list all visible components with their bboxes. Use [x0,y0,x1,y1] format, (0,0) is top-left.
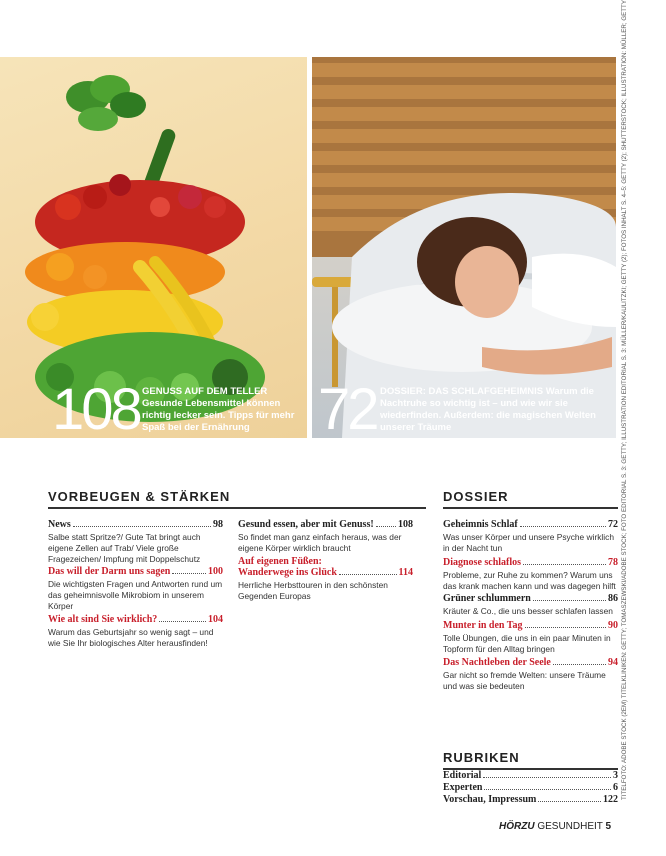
toc-entry-title: Wie alt sind Sie wirklich? [48,614,158,625]
toc-entry-description: Kräuter & Co., die uns besser schlafen lassen [443,606,613,616]
toc-entry-page: 72 [608,519,618,530]
toc-entry-title-line1: Auf eigenen Füßen: [238,556,322,567]
toc-entry-head [443,770,618,781]
toc-entry-head [443,657,618,668]
toc-entry-title: Das Nachtleben der Seele [443,657,551,668]
section-title-rubriken: RUBRIKEN [443,750,520,765]
toc-entry-page: 114 [398,567,413,578]
toc-entry-title: News [48,519,71,530]
toc-entry-head [238,567,413,578]
page-number: 5 [605,821,612,832]
leader-dots [533,600,606,601]
toc-entry-head [443,519,618,530]
toc-entry-page: 90 [608,620,618,631]
toc-entry-description: Herrliche Herbsttouren in den schönsten Gegenden Europas [238,580,388,601]
toc-entry-description: Salbe statt Spritze?/ Gute Tat bringt auch eigene Zellen auf Trab/ Viele große Fragezeichen/ Impfung mit Doppelschutz [48,532,201,564]
leader-dots [553,664,606,665]
toc-entry-title: Munter in den Tag [443,620,523,631]
toc-entry-title: Geheimnis Schlaf [443,519,518,530]
toc-entry[interactable] [443,770,618,781]
toc-entry-page: 100 [208,566,223,577]
feature-page-number: 72 [318,377,377,438]
toc-entry-description: Tolle Übungen, die uns in ein paar Minuten in Topform für den Alltag bringen [443,633,611,654]
toc-entry-title: Das will der Darm uns sagen [48,566,171,577]
sleep-photo [312,57,616,438]
toc-entry-title: Grüner schlummern [443,593,531,604]
toc-entry-page: 6 [613,782,618,793]
feature-caption-text: Warum die Nachtruhe so wichtig ist – und wie wir sie wiederfinden. Außerdem: die magischen Welten unserer Träume [380,386,596,433]
toc-entry-description: Warum das Geburtsjahr so wenig sagt – und wie Sie Ihr biologisches Alter herausfinden! [48,627,214,648]
leader-dots [339,574,397,575]
footer-label: GESUNDHEIT [537,821,603,832]
toc-entry-title: Wanderwege ins Glück [238,567,337,578]
toc-entry-page: 94 [608,657,618,668]
section-rule [443,507,618,509]
toc-entry-head [443,782,618,793]
toc-entry-head [443,593,618,604]
leader-dots [483,777,611,778]
photo-credit: TITELFOTO: ADOBE STOCK (2EM) TITELKLINIKEN: GETTY; TOMASZEWSKI/ADOBE STOCK; FOTO EDITORIAL S. 3: GETTY; ILLUSTRATION EDITORIAL S. 3: MÜLLER/KAULITZKI; GETTY (2); FOTOS INHALT S. 4–5: GETTY (2); SHUTTERSTOCK; ILLUSTRATION: MÜLLER; GETTY [621,0,628,800]
feature-caption-title: GENUSS AUF DEM TELLER [142,386,268,397]
leader-dots [538,801,601,802]
toc-entry-title: Editorial [443,770,482,781]
toc-entry[interactable] [48,614,223,649]
section-title-dossier: DOSSIER [443,489,509,504]
feature-caption [142,386,302,434]
toc-entry-page: 108 [398,519,413,530]
feature-caption [380,386,612,434]
leader-dots [520,526,606,527]
toc-entry[interactable] [443,620,618,655]
leader-dots [172,573,206,574]
toc-entry[interactable] [443,657,618,692]
leader-dots [376,526,396,527]
toc-entry-page: 122 [603,794,618,805]
food-photo [0,57,307,438]
leader-dots [159,621,206,622]
toc-entry[interactable] [238,519,413,554]
toc-entry[interactable] [443,519,618,554]
toc-entry[interactable] [443,782,618,793]
toc-entry-page: 86 [608,593,618,604]
vegetable-arrangement-image [0,57,307,438]
toc-entry-title: Experten [443,782,483,793]
toc-entry-description: Was unser Körper und unsere Psyche wirklich in der Nacht tun [443,532,614,553]
toc-entry-page: 98 [213,519,223,530]
toc-entry-head [443,620,618,631]
toc-entry-head [48,519,223,530]
brand-logo: HÖRZU [499,821,535,832]
section-rule [48,507,426,509]
feature-page-number: 108 [52,377,140,438]
leader-dots [484,789,611,790]
toc-entry-description: Probleme, zur Ruhe zu kommen? Warum uns das krank machen kann und was dagegen hilft [443,570,616,591]
toc-entry-page: 78 [608,557,618,568]
toc-entry[interactable] [443,794,618,805]
feature-caption-title: DOSSIER: DAS SCHLAFGEHEIMNIS [380,386,544,397]
toc-entry-head [48,614,223,625]
toc-entry-description: Die wichtigsten Fragen und Antworten rund um das geheimnisvolle Mikrobiom in unserem Körper [48,579,223,611]
toc-entry[interactable] [48,519,223,565]
feature-caption-text: Gesunde Lebensmittel können richtig lecker sein. Tipps für mehr Spaß bei der Ernährung [142,398,295,433]
toc-entry[interactable] [238,556,413,602]
section-title-vorbeugen: VORBEUGEN & STÄRKEN [48,489,231,504]
toc-entry-description: Gar nicht so fremde Welten: unsere Träume und was sie bedeuten [443,670,606,691]
leader-dots [523,564,606,565]
toc-entry-title: Gesund essen, aber mit Genuss! [238,519,374,530]
toc-entry-description: So findet man ganz einfach heraus, was der eigene Körper wirklich braucht [238,532,402,553]
toc-entry-page: 3 [613,770,618,781]
leader-dots [73,526,211,527]
page-footer [499,821,611,832]
toc-entry-title: Vorschau, Impressum [443,794,537,805]
toc-entry-title: Diagnose schlaflos [443,557,522,568]
toc-entry-head [443,557,618,568]
toc-entry-page: 104 [208,614,223,625]
toc-entry[interactable] [48,566,223,612]
leader-dots [525,627,606,628]
toc-entry-head [238,519,413,530]
toc-entry[interactable] [443,593,618,617]
toc-entry[interactable] [443,557,618,592]
toc-entry-head [48,566,223,577]
toc-entry-head [443,794,618,805]
